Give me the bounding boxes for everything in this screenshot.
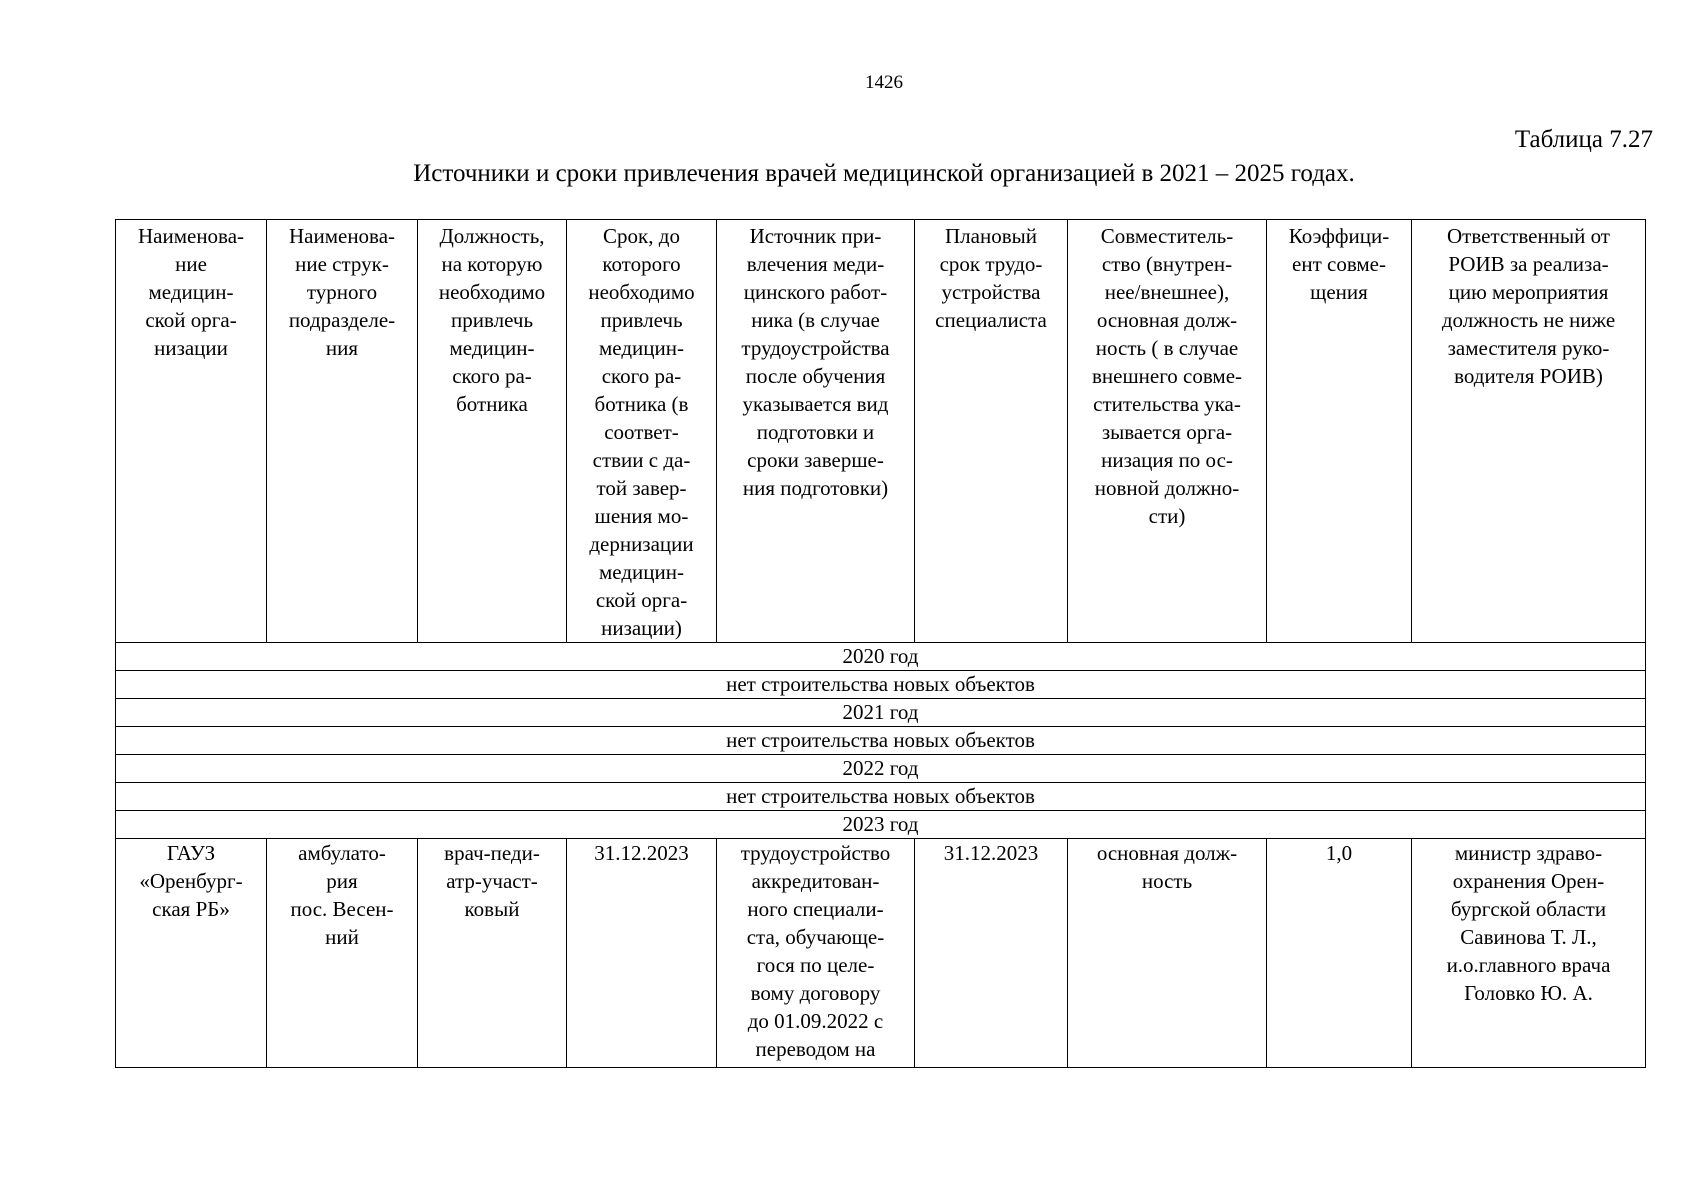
page-number: 1426 [865, 72, 903, 93]
year-label: 2022 год [116, 755, 1646, 783]
year-row-2020 [116, 643, 1646, 671]
cell-planned-date: 31.12.2023 [915, 839, 1068, 1068]
header-cell-responsible: Ответственный от РОИВ за реализа- цию мероприятия должность не ниже заместителя руко- водителя РОИВ) [1412, 220, 1646, 643]
section-note: нет строительства новых объектов [116, 783, 1646, 811]
note-row-2021 [116, 727, 1646, 755]
cell-source: трудоустройство аккредитован- ного специали- ста, обучающе- гося по целе- вому договору до 01.09.2022 с переводом на [717, 839, 915, 1068]
year-row-2023 [116, 811, 1646, 839]
cell-deadline: 31.12.2023 [567, 839, 717, 1068]
year-label: 2020 год [116, 643, 1646, 671]
year-label: 2021 год [116, 699, 1646, 727]
table-label: Таблица 7.27 [1514, 126, 1653, 153]
note-row-2022 [116, 783, 1646, 811]
year-row-2021 [116, 699, 1646, 727]
cell-subdivision: амбулато- рия пос. Весен- ний [267, 839, 418, 1068]
header-cell-source: Источник при- влечения меди- цинского работ- ника (в случае трудоустройства после обучения указывается вид подготовки и сроки заверше- ния подготовки) [717, 220, 915, 643]
header-cell-position: Должность, на которую необходимо привлечь медицин- ского ра- ботника [418, 220, 567, 643]
cell-responsible: министр здраво- охранения Орен- бургской области Савинова Т. Л., и.о.главного врача Головко Ю. А. [1412, 839, 1646, 1068]
section-note: нет строительства новых объектов [116, 727, 1646, 755]
header-cell-combination: Совместитель- ство (внутрен- нее/внешнее), основная долж- ность ( в случае внешнего совме- стительства ука- зывается орга- низация по ос- новной должно- сти) [1068, 220, 1267, 643]
cell-position: врач-педи- атр-участ- ковый [418, 839, 567, 1068]
cell-combination: основная долж- ность [1068, 839, 1267, 1068]
recruitment-table [115, 219, 1646, 1068]
table-header-row [116, 220, 1646, 643]
cell-organization: ГАУЗ «Оренбург- ская РБ» [116, 839, 267, 1068]
header-cell-coefficient: Коэффици- ент совме- щения [1267, 220, 1412, 643]
header-cell-organization: Наименова- ние медицин- ской орга- низации [116, 220, 267, 643]
table-row [116, 839, 1646, 1068]
header-cell-planned-date: Плановый срок трудо- устройства специалиста [915, 220, 1068, 643]
section-note: нет строительства новых объектов [116, 671, 1646, 699]
header-cell-subdivision: Наименова- ние струк- турного подразделе- ния [267, 220, 418, 643]
year-row-2022 [116, 755, 1646, 783]
table-title: Источники и сроки привлечения врачей медицинской организацией в 2021 – 2025 годах. [413, 160, 1355, 187]
year-label: 2023 год [116, 811, 1646, 839]
header-cell-deadline: Срок, до которого необходимо привлечь медицин- ского ра- ботника (в соответ- ствии с да- той завер- шения мо- дернизации медицин- ской орга- низации) [567, 220, 717, 643]
cell-coefficient: 1,0 [1267, 839, 1412, 1068]
note-row-2020 [116, 671, 1646, 699]
